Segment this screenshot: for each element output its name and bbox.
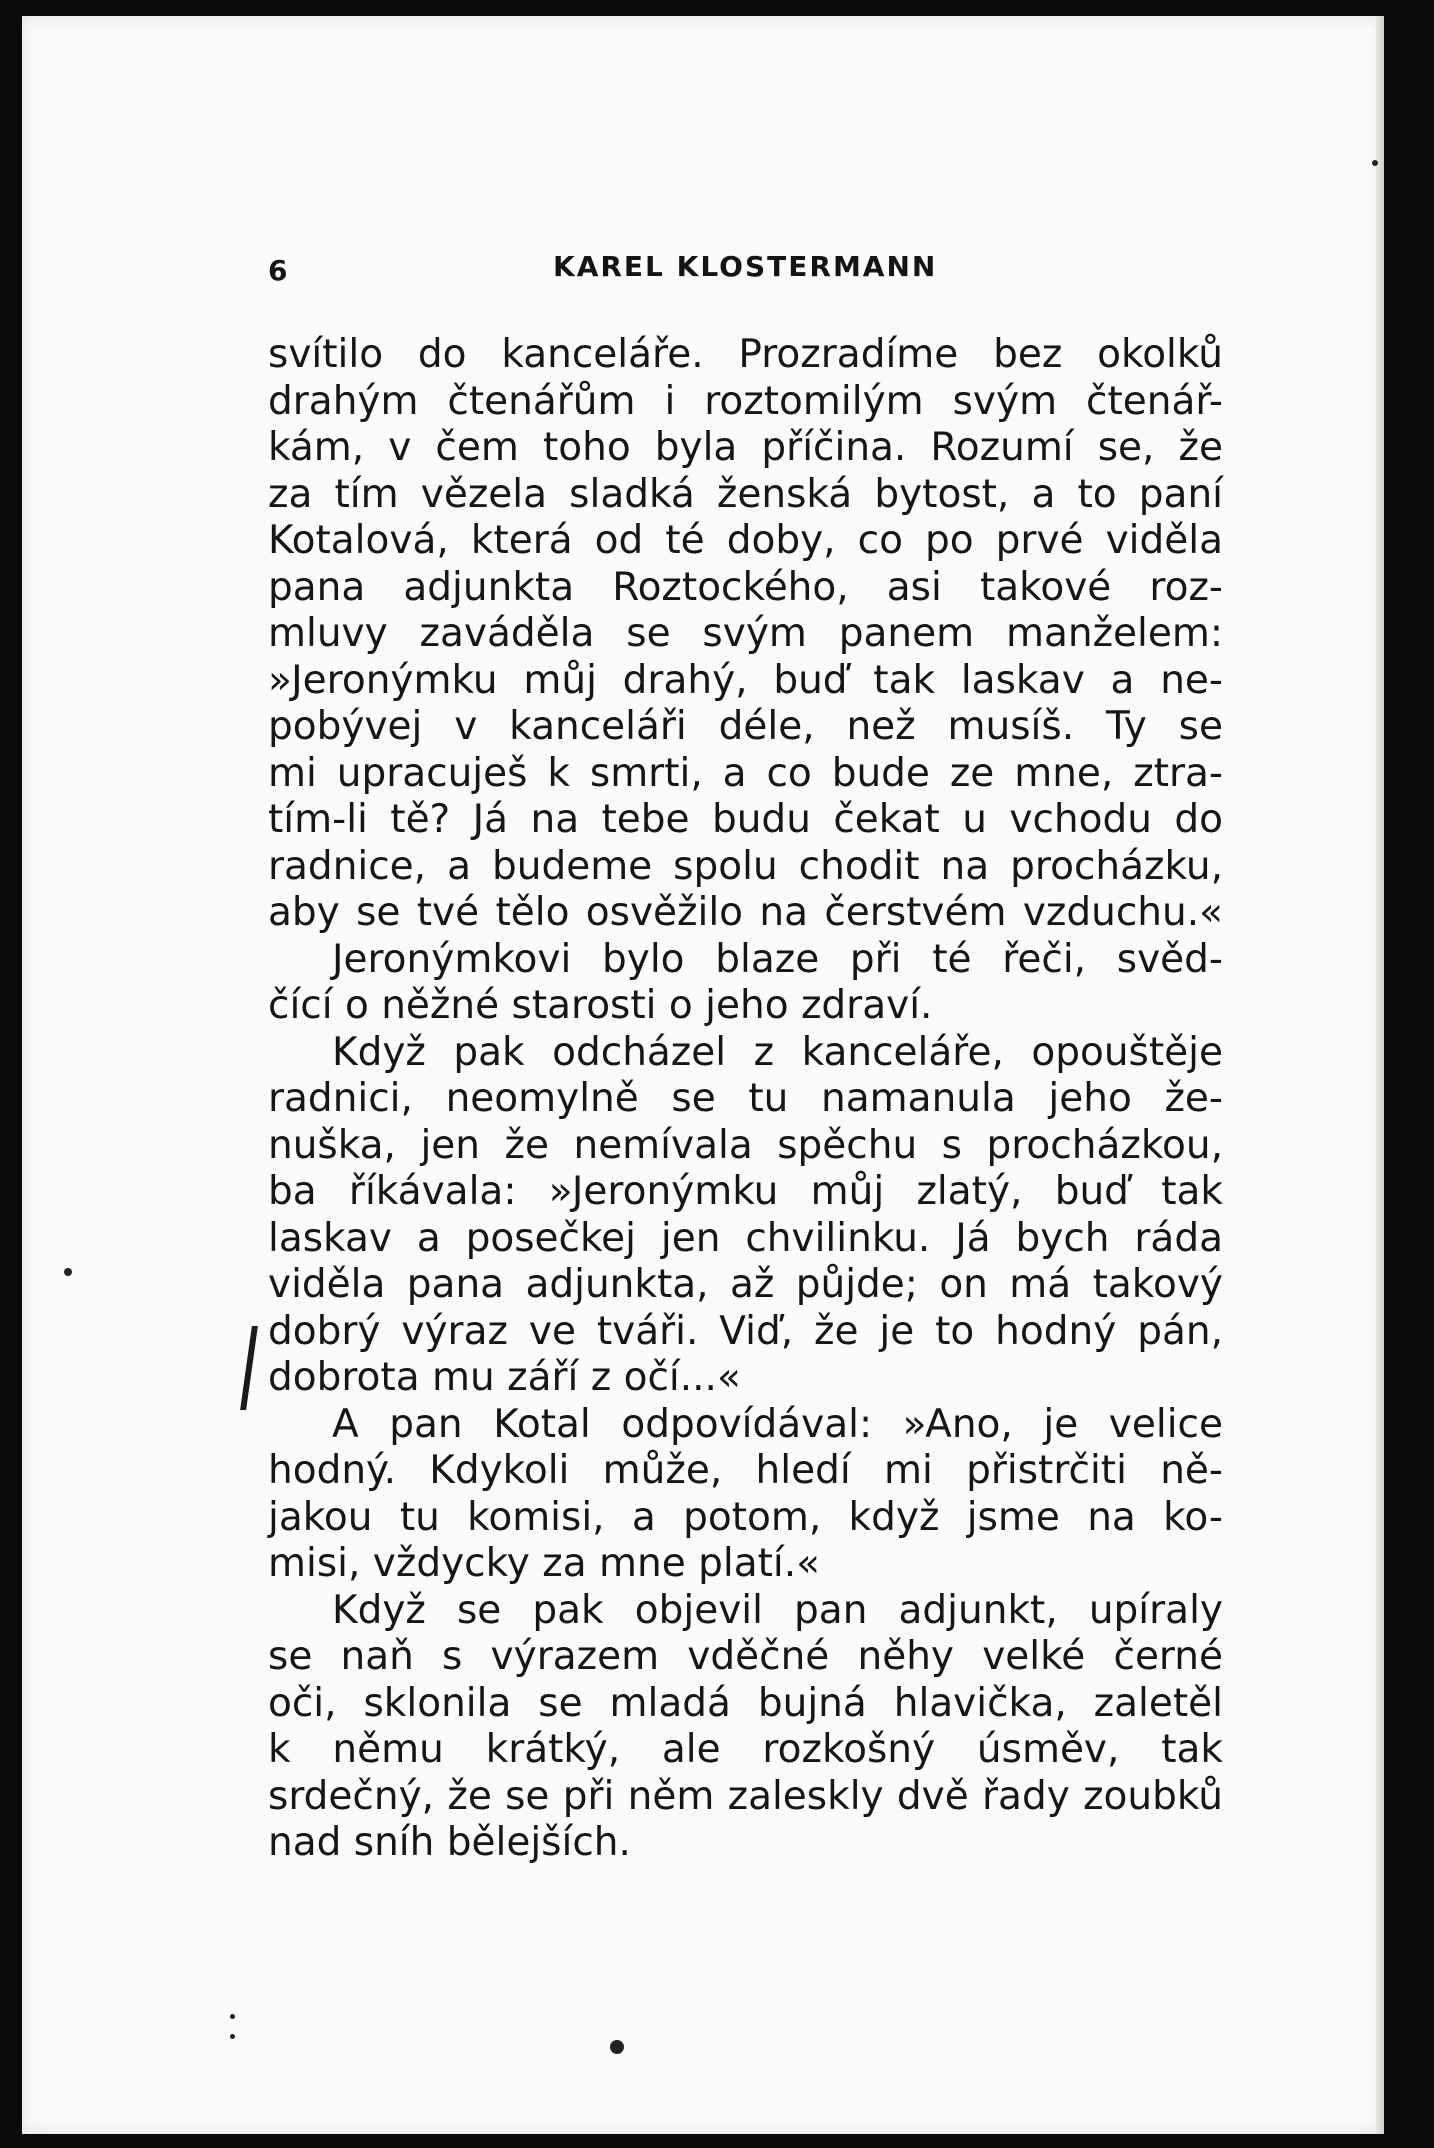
text-line: dobrota mu září z očí...« [268,1355,741,1400]
text-line: k němu krátký, ale rozkošný úsměv, tak [268,1727,1223,1772]
text-line: ba říkávala: »Jeronýmku můj zlatý, buď tak [268,1169,1223,1214]
text-line: Jeronýmkovi bylo blaze při té řeči, svěd- [332,936,1223,982]
text-line: aby se tvé tělo osvěžilo na čerstvém vzduchu.« [268,890,1223,935]
text-line: laskav a posečkej jen chvilinku. Já bych ráda [268,1215,1223,1261]
text-line: mi upracuješ k smrti, a co bude ze mne, ztra- [268,750,1223,796]
text-line: hodný. Kdykoli může, hledí mi přistrčiti ně- [268,1448,1223,1493]
text-line: mluvy zaváděla se svým panem manželem: [268,611,1223,656]
text-line: za tím vězela sladká ženská bytost, a to paní [268,471,1223,517]
text-line: Když pak odcházel z kanceláře, opouštěje [332,1029,1223,1075]
speck [64,1268,72,1276]
text-line: pana adjunkta Roztockého, asi takové roz- [268,564,1223,610]
text-line: viděla pana adjunkta, až půjde; on má takový [268,1262,1223,1307]
text-line: nad sníh bělejších. [268,1820,631,1865]
text-line: nuška, jen že nemívala spěchu s procházkou, [268,1122,1223,1168]
text-line: srdečný, že se při něm zaleskly dvě řady zoubků [268,1773,1223,1819]
speck [230,2014,235,2019]
text-line: dobrý výraz ve tváři. Viď, že je to hodný pán, [268,1308,1223,1354]
running-head [248,250,1224,290]
text-line: pobývej v kanceláři déle, než musíš. Ty se [268,704,1223,749]
text-line: Kotalová, která od té doby, co po prvé viděla [268,518,1223,563]
text-line: jakou tu komisi, a potom, když jsme na ko- [268,1494,1223,1540]
text-line: radnice, a budeme spolu chodit na procházku, [268,843,1223,889]
text-line: svítilo do kanceláře. Prozradíme bez okolků [268,332,1223,377]
running-head-author: KAREL KLOSTERMANN [553,250,938,283]
text-line: »Jeronýmku můj drahý, buď tak laskav a ne- [268,657,1223,703]
page-number: 6 [268,254,288,287]
text-line: radnici, neomylně se tu namanula jeho že- [268,1076,1223,1121]
text-line: kám, v čem toho byla příčina. Rozumí se, že [268,425,1223,470]
text-line: se naň s výrazem vděčné něhy velké černé [268,1634,1223,1679]
text-line: tím-li tě? Já na tebe budu čekat u vchodu do [268,797,1223,842]
body-text [268,332,1223,1867]
page-edge [1376,16,1384,2134]
text-line: Když se pak objevil pan adjunkt, upíraly [332,1587,1223,1633]
speck [1372,160,1378,166]
speck [230,2034,235,2039]
text-line: A pan Kotal odpovídával: »Ano, je velice [332,1401,1223,1447]
text-line: drahým čtenářům i roztomilým svým čtenář- [268,378,1223,424]
text-line: oči, sklonila se mladá bujná hlavička, zaletěl [268,1680,1223,1726]
text-line: misi, vždycky za mne platí.« [268,1541,821,1586]
speck [610,2040,624,2054]
text-line: čící o něžné starosti o jeho zdraví. [268,983,933,1028]
